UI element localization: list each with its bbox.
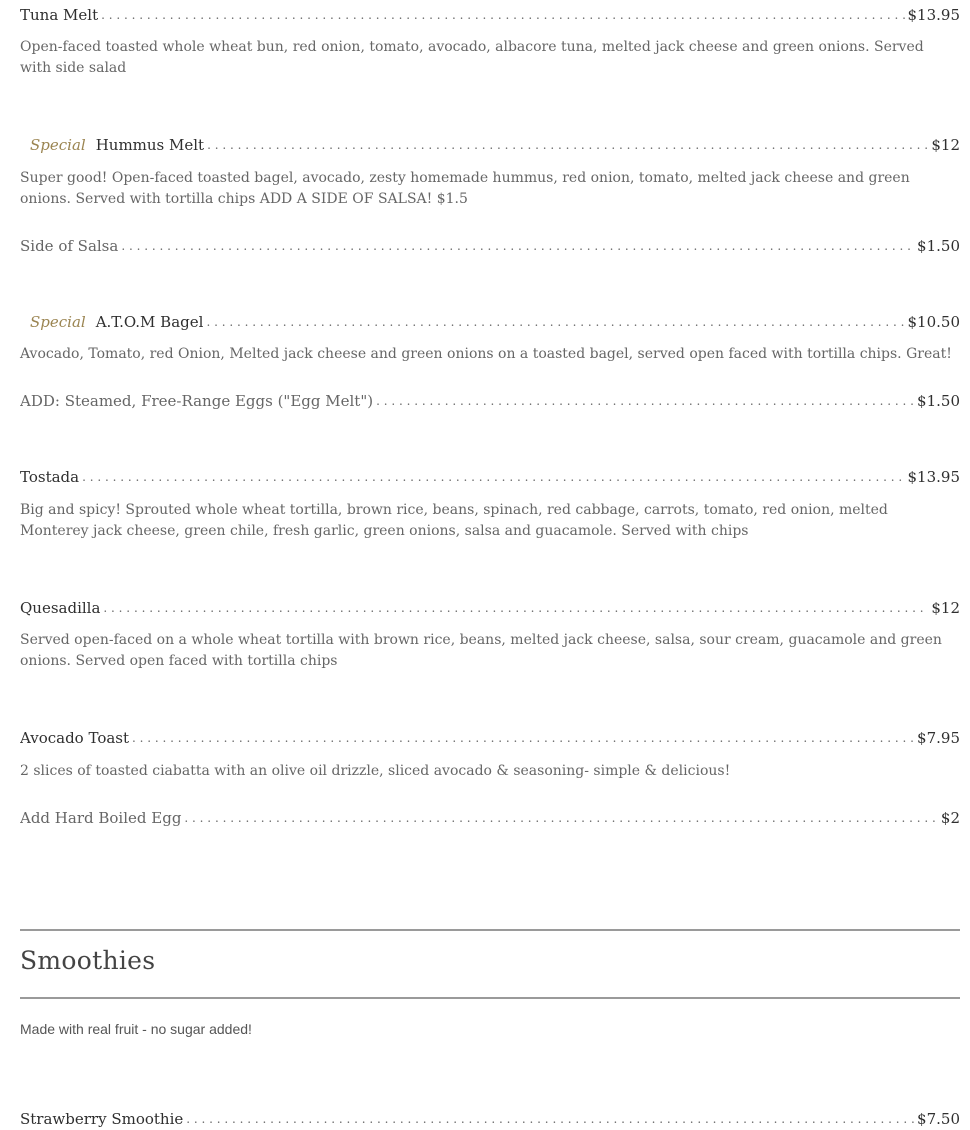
menu-addon-side-salsa	[20, 235, 960, 257]
addon-name: Add Hard Boiled Egg	[20, 809, 182, 827]
item-name: A.T.O.M Bagel	[95, 313, 204, 331]
section-title-smoothies: Smoothies	[20, 946, 156, 975]
menu-item-atom-bagel	[20, 311, 960, 333]
addon-name: Side of Salsa	[20, 237, 119, 255]
item-price: $13.95	[907, 468, 960, 486]
item-description: Open-faced toasted whole wheat bun, red onion, tomato, avocado, albacore tuna, melted jack cheese and green onions. Served with side salad	[20, 39, 924, 76]
menu-item-tuna-melt	[20, 4, 960, 26]
menu-item-strawberry-smoothie	[20, 1108, 960, 1130]
item-description: Served open-faced on a whole wheat tortilla with brown rice, beans, melted jack cheese, salsa, sour cream, guacamole and green onions. Served open faced with tortilla chips	[20, 632, 942, 669]
item-name: Avocado Toast	[20, 729, 130, 747]
dot-leader	[132, 727, 914, 749]
dot-leader	[206, 311, 904, 333]
menu-item-avocado-toast	[20, 727, 960, 749]
menu-item-quesadilla	[20, 597, 960, 619]
dot-leader	[82, 466, 904, 488]
item-description: Avocado, Tomato, red Onion, Melted jack cheese and green onions on a toasted bagel, served open faced with tortilla chips. Great!	[20, 346, 952, 362]
menu-item-hummus-melt	[20, 134, 960, 156]
item-name: Strawberry Smoothie	[20, 1110, 184, 1128]
dot-leader	[103, 597, 928, 619]
menu-addon-eggs	[20, 390, 960, 412]
menu-item-tostada	[20, 466, 960, 488]
addon-price: $2	[940, 809, 960, 827]
addon-price: $1.50	[917, 237, 960, 255]
item-price: $10.50	[907, 313, 960, 331]
section-divider-bottom	[20, 997, 960, 999]
dot-leader	[121, 235, 914, 257]
item-description: 2 slices of toasted ciabatta with an olive oil drizzle, sliced avocado & seasoning- simple & delicious!	[20, 763, 731, 779]
addon-name: ADD: Steamed, Free-Range Eggs ("Egg Melt")	[20, 392, 374, 410]
dot-leader	[376, 390, 914, 412]
item-description: Super good! Open-faced toasted bagel, avocado, zesty homemade hummus, red onion, tomato, melted jack cheese and green onions. Served with tortilla chips ADD A SIDE OF SALSA! $1.5	[20, 170, 910, 207]
section-note: Made with real fruit - no sugar added!	[20, 1021, 252, 1037]
item-price: $7.50	[917, 1110, 960, 1128]
dot-leader	[207, 134, 928, 156]
item-price: $12	[931, 136, 960, 154]
item-price: $12	[931, 599, 960, 617]
item-price: $13.95	[907, 6, 960, 24]
menu-addon-hard-boiled-egg	[20, 807, 960, 829]
item-name: Tuna Melt	[20, 6, 99, 24]
special-badge: Special	[30, 313, 86, 331]
item-price: $7.95	[917, 729, 960, 747]
item-description: Big and spicy! Sprouted whole wheat tortilla, brown rice, beans, spinach, red cabbage, carrots, tomato, red onion, melted Monterey jack cheese, green chile, fresh garlic, green onions, salsa and guacamole. Served with chips	[20, 502, 888, 539]
dot-leader	[101, 4, 904, 26]
special-badge: Special	[30, 136, 86, 154]
dot-leader	[184, 807, 937, 829]
item-name: Quesadilla	[20, 599, 101, 617]
dot-leader	[186, 1108, 914, 1130]
item-name: Tostada	[20, 468, 80, 486]
addon-price: $1.50	[917, 392, 960, 410]
item-name: Hummus Melt	[95, 136, 205, 154]
section-divider-top	[20, 929, 960, 931]
